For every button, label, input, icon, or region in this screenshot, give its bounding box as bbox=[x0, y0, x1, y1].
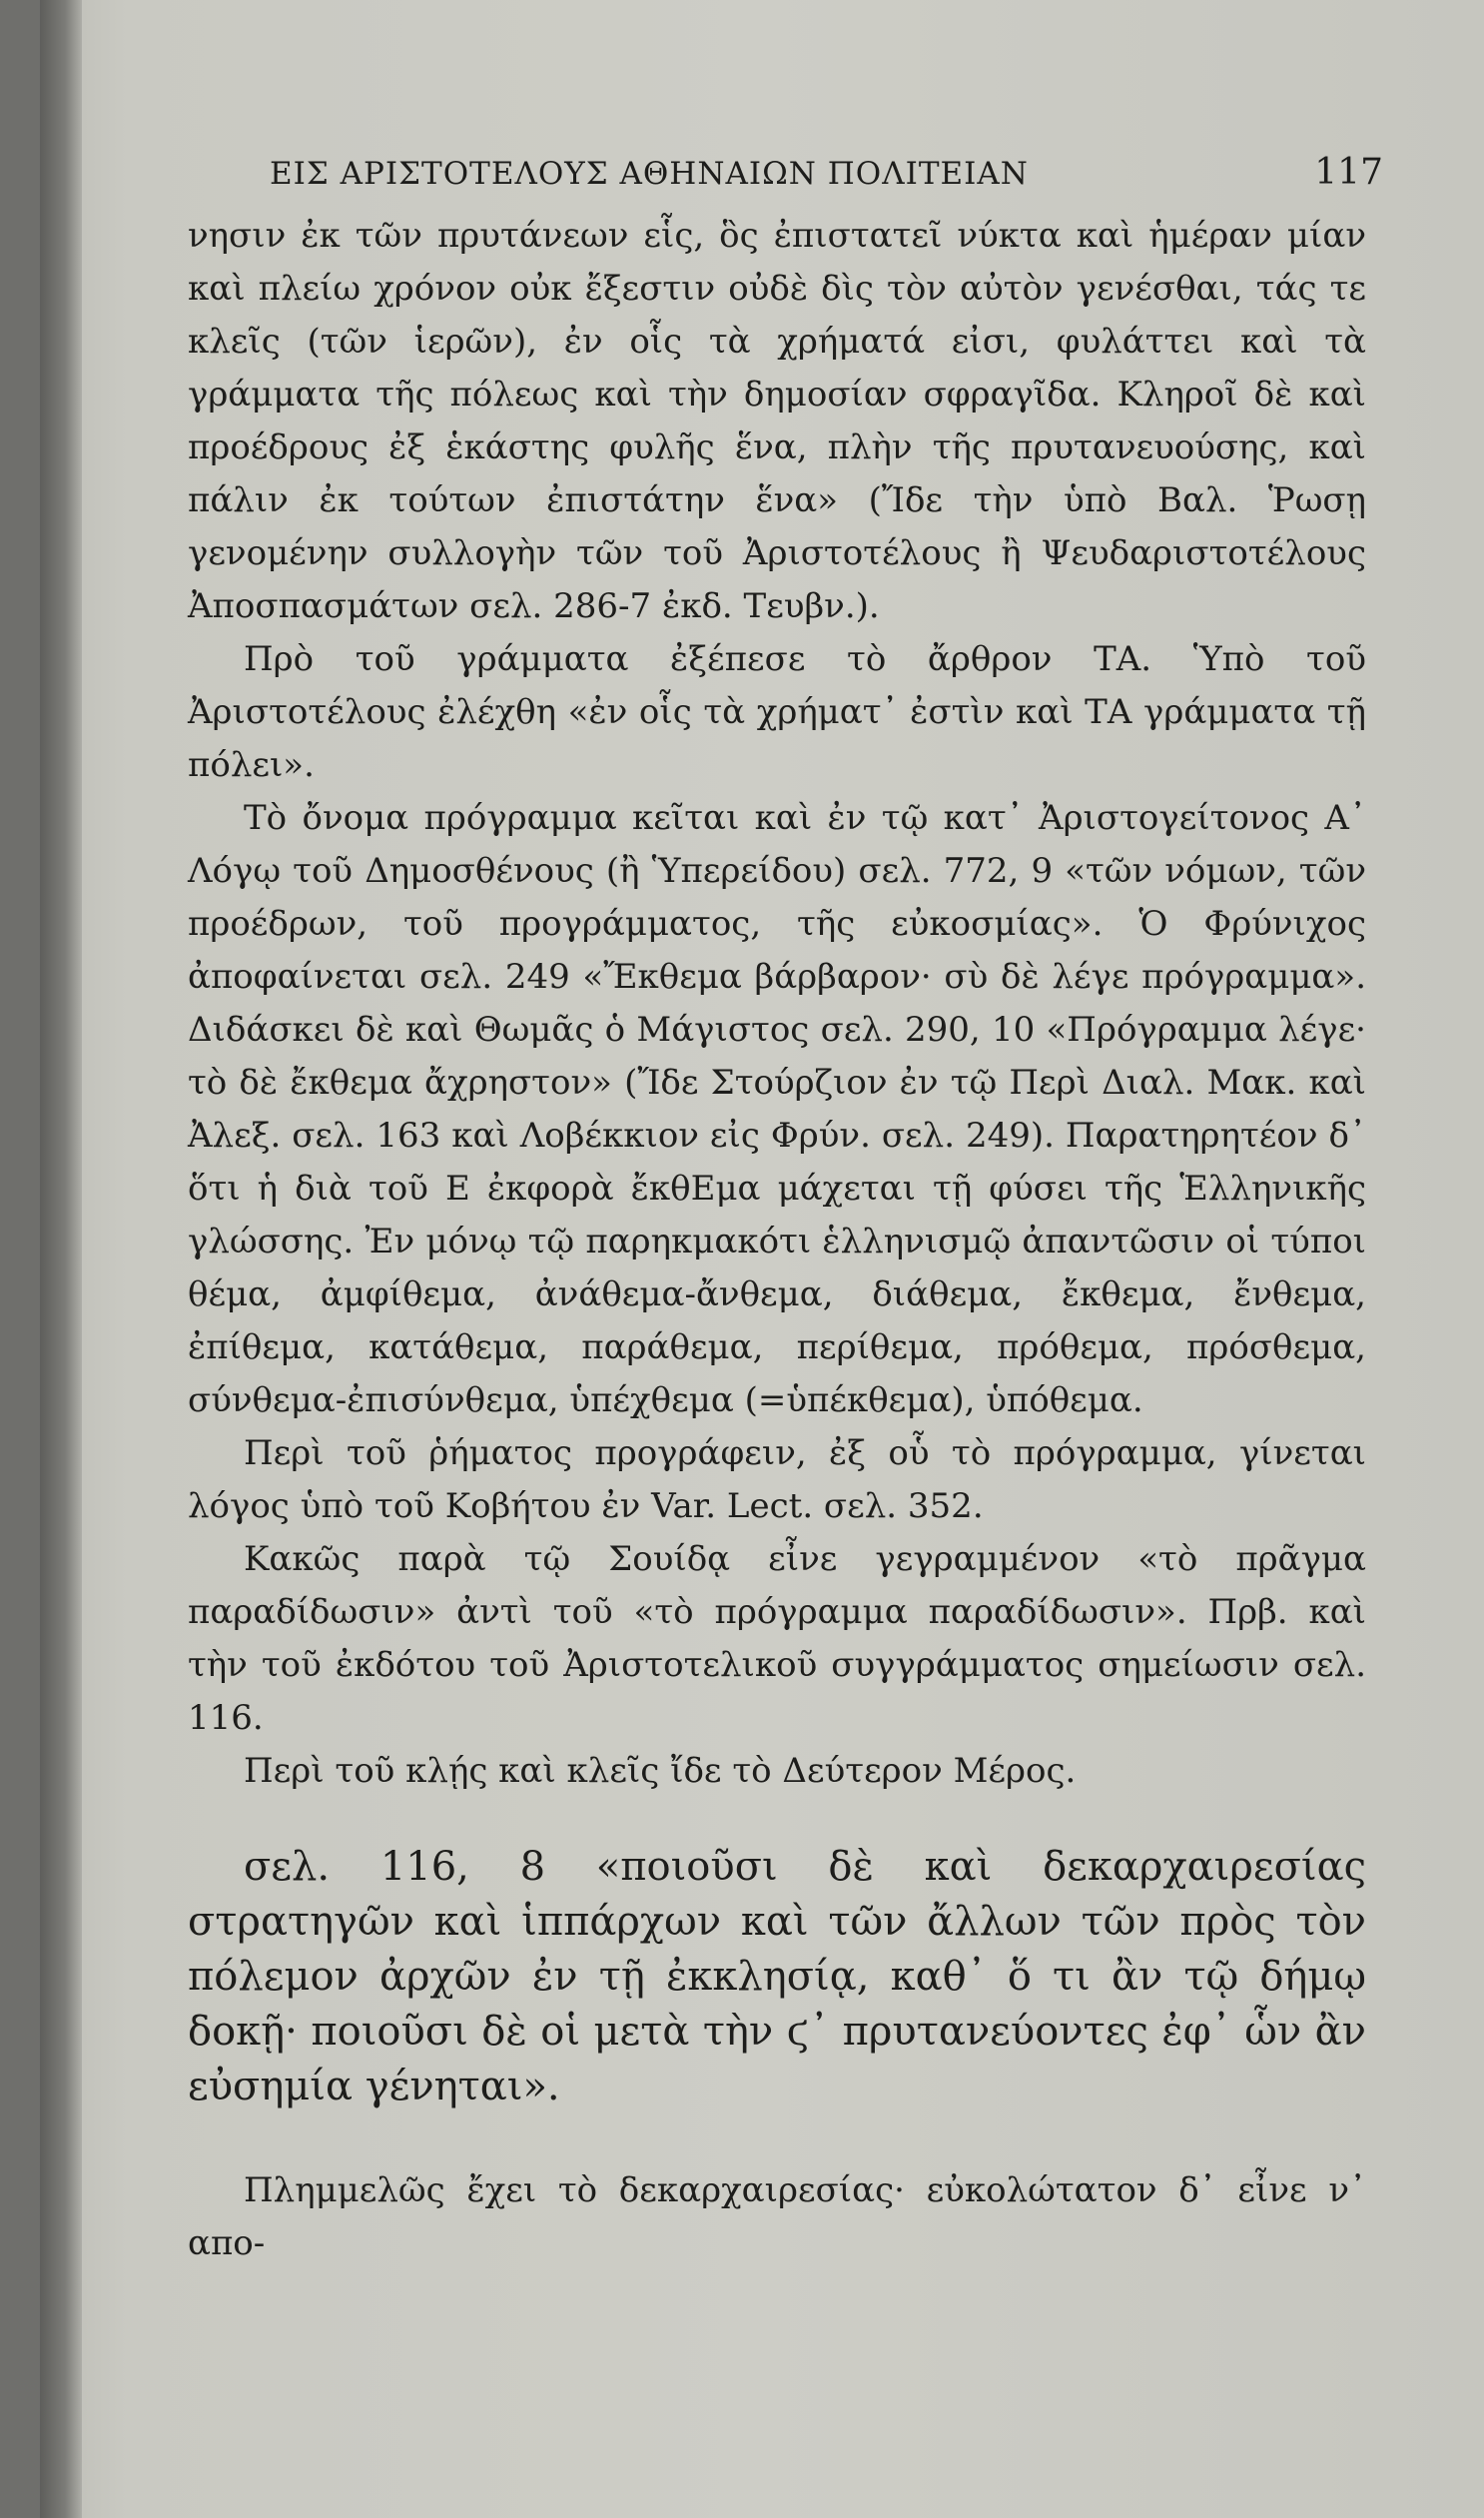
paragraph-4: Περὶ τοῦ ῥήματος προγράφειν, ἐξ οὗ τὸ πρόγραμμα, γίνεται λόγος ὑπὸ τοῦ Κοβήτου ἐν Var. Lect. σελ. 352. bbox=[188, 1433, 1366, 1526]
running-header bbox=[270, 152, 1383, 193]
page-body bbox=[188, 210, 1366, 2304]
paragraph-2: Πρὸ τοῦ γράμματα ἐξέπεσε τὸ ἄρθρον ΤΑ. Ὑπὸ τοῦ Ἀριστοτέλους ἐλέχθη «ἐν οἷς τὰ χρήματ᾽ ἐστὶν καὶ ΤΑ γράμματα τῇ πόλει». bbox=[188, 639, 1366, 785]
book-page bbox=[40, 0, 1484, 2518]
paragraph-6: Περὶ τοῦ κλῄς καὶ κλεῖς ἴδε τὸ Δεύτερον Μέρος. bbox=[244, 1751, 1077, 1791]
closing-paragraph: Πλημμελῶς ἔχει τὸ δεκαρχαιρεσίας· εὐκολώτατον δ᾽ εἶνε ν᾽ απο- bbox=[188, 2170, 1366, 2263]
quoted-passage: σελ. 116, 8 «ποιοῦσι δὲ καὶ δεκαρχαιρεσίας στρατηγῶν καὶ ἱππάρχων καὶ τῶν ἄλλων τῶν πρὸς τὸν πόλεμον ἀρχῶν ἐν τῇ ἐκκλησίᾳ, καθ᾽ ὅ τι ἂν τῷ δήμῳ δοκῇ· ποιοῦσι δὲ οἱ μετὰ τὴν ϛ᾽ πρυτανεύοντες ἐφ᾽ ὧν ἂν εὐσημία γένηται». bbox=[188, 1844, 1366, 2109]
book-spine-shadow bbox=[40, 0, 82, 2518]
page-number: 117 bbox=[1314, 152, 1383, 193]
paragraph-1: νησιν ἐκ τῶν πρυτάνεων εἷς, ὃς ἐπιστατεῖ νύκτα καὶ ἡμέραν μίαν καὶ πλείω χρόνον οὐκ ἔξεστιν οὐδὲ δὶς τὸν αὐτὸν γενέσθαι, τάς τε κλεῖς (τῶν ἱερῶν), ἐν οἷς τὰ χρήματά εἰσι, φυλάττει καὶ τὰ γράμματα τῆς πόλεως καὶ τὴν δημοσίαν σφραγῖδα. Κληροῖ δὲ καὶ προέδρους ἐξ ἑκάστης φυλῆς ἕνα, πλὴν τῆς πρυτανευούσης, καὶ πάλιν ἐκ τούτων ἐπιστάτην ἕνα» (Ἴδε τὴν ὑπὸ Βαλ. Ῥωσῃ γενομένην συλλογὴν τῶν τοῦ Ἀριστοτέλους ἢ Ψευδαριστοτέλους Ἀποσπασμάτων σελ. 286-7 ἐκδ. Τευβν.). bbox=[188, 216, 1366, 626]
paragraph-5: Κακῶς παρὰ τῷ Σουίδᾳ εἶνε γεγραμμένον «τὸ πρᾶγμα παραδίδωσιν» ἀντὶ τοῦ «τὸ πρόγραμμα παραδίδωσιν». Πρβ. καὶ τὴν τοῦ ἐκδότου τοῦ Ἀριστοτελικοῦ συγγράμματος σημείωσιν σελ. 116. bbox=[188, 1539, 1366, 1738]
running-title: ΕΙΣ ΑΡΙΣΤΟΤΕΛΟΥΣ ΑΘΗΝΑΙΩΝ ΠΟΛΙΤΕΙΑΝ bbox=[270, 156, 1029, 192]
paragraph-3: Τὸ ὄνομα πρόγραμμα κεῖται καὶ ἐν τῷ κατ᾽ Ἀριστογείτονος Α᾽ Λόγῳ τοῦ Δημοσθένους (ἢ Ὑπερείδου) σελ. 772, 9 «τῶν νόμων, τῶν προέδρων, τοῦ προγράμματος, τῆς εὐκοσμίας». Ὁ Φρύνιχος ἀποφαίνεται σελ. 249 «Ἔκθεμα βάρβαρον· σὺ δὲ λέγε πρόγραμμα». Διδάσκει δὲ καὶ Θωμᾶς ὁ Μάγιστος σελ. 290, 10 «Πρόγραμμα λέγε· τὸ δὲ ἔκθεμα ἄχρηστον» (Ἴδε Στούρζιον ἐν τῷ Περὶ Διαλ. Μακ. καὶ Ἀλεξ. σελ. 163 καὶ Λοβέκκιον εἰς Φρύν. σελ. 249). Παρατηρητέον δ᾽ ὅτι ἡ διὰ τοῦ Ε ἐκφορὰ ἔκθΕμα μάχεται τῇ φύσει τῆς Ἑλληνικῆς γλώσσης. Ἐν μόνῳ τῷ παρηκμακότι ἑλληνισμῷ ἀπαντῶσιν οἱ τύποι θέμα, ἀμφίθεμα, ἀνάθεμα-ἄνθεμα, διάθεμα, ἔκθεμα, ἔνθεμα, ἐπίθεμα, κατάθεμα, παράθεμα, περίθεμα, πρόθεμα, πρόσθεμα, σύνθεμα-ἐπισύνθεμα, ὑπέχθεμα (=ὑπέκθεμα), ὑπόθεμα. bbox=[188, 798, 1366, 1420]
